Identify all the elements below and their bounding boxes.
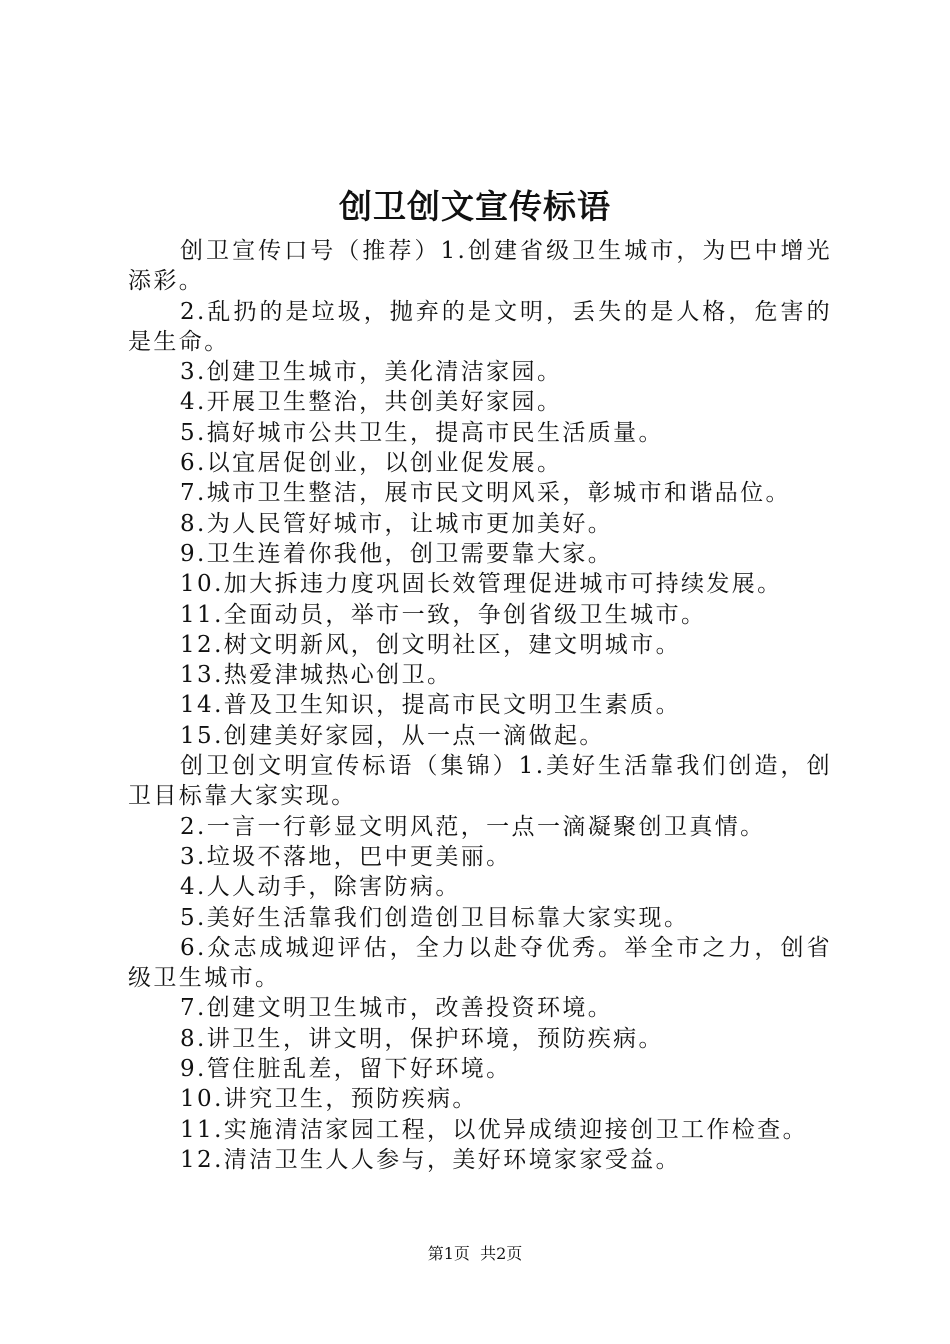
paragraph: 15.创建美好家园，从一点一滴做起。 — [180, 722, 605, 749]
paragraph: 11.实施清洁家园工程，以优异成绩迎接创卫工作检查。 — [180, 1116, 808, 1143]
paragraph: 2.一言一行彰显文明风范，一点一滴凝聚创卫真情。 — [180, 813, 766, 840]
page-footer — [0, 1242, 950, 1266]
paragraph: 13.热爱津城热心创卫。 — [180, 662, 453, 689]
document-title: 创卫创文宣传标语 — [339, 187, 611, 226]
paragraph: 8.为人民管好城市，让城市更加美好。 — [180, 510, 614, 537]
paragraph: 创卫宣传口号（推荐）1.创建省级卫生城市，为巴中增光添彩。 — [128, 238, 832, 295]
paragraph: 10.讲究卫生，预防疾病。 — [180, 1086, 478, 1113]
paragraph: 4.开展卫生整治，共创美好家园。 — [180, 389, 563, 416]
document-body — [128, 236, 832, 1175]
paragraph: 2.乱扔的是垃圾，抛弃的是文明，丢失的是人格，危害的是生命。 — [128, 298, 832, 355]
paragraph: 4.人人动手，除害防病。 — [180, 874, 461, 901]
page-number-current: 第1页 — [427, 1244, 470, 1263]
paragraph: 6.以宜居促创业，以创业促发展。 — [180, 450, 563, 477]
paragraph: 5.美好生活靠我们创造创卫目标靠大家实现。 — [180, 904, 690, 931]
paragraph: 6.众志成城迎评估，全力以赴夺优秀。举全市之力，创省级卫生城市。 — [128, 934, 832, 992]
paragraph: 12.树文明新风，创文明社区，建文明城市。 — [180, 631, 681, 658]
paragraph: 9.管住脏乱差，留下好环境。 — [180, 1056, 512, 1083]
paragraph: 5.搞好城市公共卫生，提高市民生活质量。 — [180, 419, 664, 446]
paragraph: 12.清洁卫生人人参与，美好环境家家受益。 — [180, 1146, 681, 1173]
paragraph: 11.全面动员，举市一致，争创省级卫生城市。 — [180, 601, 707, 628]
paragraph: 3.创建卫生城市，美化清洁家园。 — [180, 359, 563, 386]
paragraph: 8.讲卫生，讲文明，保护环境，预防疾病。 — [180, 1025, 664, 1052]
paragraph: 10.加大拆违力度巩固长效管理促进城市可持续发展。 — [180, 571, 783, 598]
paragraph: 14.普及卫生知识，提高市民文明卫生素质。 — [180, 692, 681, 719]
footer-separator — [470, 1244, 480, 1263]
paragraph: 创卫创文明宣传标语（集锦）1.美好生活靠我们创造，创卫目标靠大家实现。 — [128, 753, 832, 810]
paragraph: 7.创建文明卫生城市，改善投资环境。 — [180, 995, 614, 1022]
paragraph: 9.卫生连着你我他，创卫需要靠大家。 — [180, 540, 614, 567]
paragraph: 3.垃圾不落地，巴中更美丽。 — [180, 843, 512, 870]
paragraph: 7.城市卫生整洁，展市民文明风采，彰城市和谐品位。 — [180, 480, 791, 507]
page-number-total: 共2页 — [480, 1244, 523, 1263]
